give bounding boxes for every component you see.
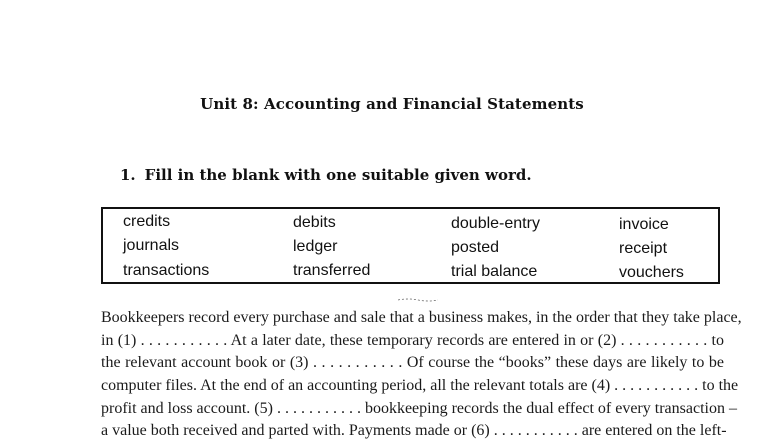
word-transactions: transactions — [123, 262, 210, 279]
word-receipt: receipt — [619, 240, 668, 257]
word-invoice: invoice — [619, 216, 669, 233]
word-journals: journals — [123, 237, 180, 254]
passage — [101, 307, 742, 441]
word-credits: credits — [123, 213, 171, 230]
passage-line: in (1) . . . . . . . . . . . At a later date, these temporary records are entered in or (2) . . . . . . . . . . . to — [101, 331, 724, 349]
word-transferred: transferred — [293, 262, 371, 279]
word-posted: posted — [451, 239, 500, 256]
word-ledger: ledger — [293, 238, 338, 255]
word-box — [101, 207, 720, 284]
page-title: Unit 8: Accounting and Financial Statements — [200, 95, 584, 113]
passage-line: the relevant account book or (3) . . . . . . . . . . . Of course the “books” these days are likely to be — [101, 354, 724, 372]
passage-line: a value both received and parted with. Payments made or (6) . . . . . . . . . . . are entered on the left- — [101, 422, 727, 440]
scan-mark — [398, 298, 438, 302]
passage-line: Bookkeepers record every purchase and sale that a business makes, in the order that they take place, — [101, 309, 742, 326]
word-double-entry: double-entry — [451, 215, 540, 232]
exercise-instruction — [120, 166, 532, 184]
word-trial-balance: trial balance — [451, 263, 538, 280]
passage-line: profit and loss account. (5) . . . . . . . . . . . bookkeeping records the dual effect of every transaction – — [101, 399, 737, 417]
exercise-number: 1. — [120, 166, 136, 184]
word-debits: debits — [293, 214, 336, 231]
word-vouchers: vouchers — [619, 264, 684, 281]
passage-line: computer files. At the end of an accounting period, all the relevant totals are (4) . . . . . . . . . . . to the — [101, 377, 739, 395]
exercise-instruction-text: Fill in the blank with one suitable given word. — [144, 166, 532, 184]
